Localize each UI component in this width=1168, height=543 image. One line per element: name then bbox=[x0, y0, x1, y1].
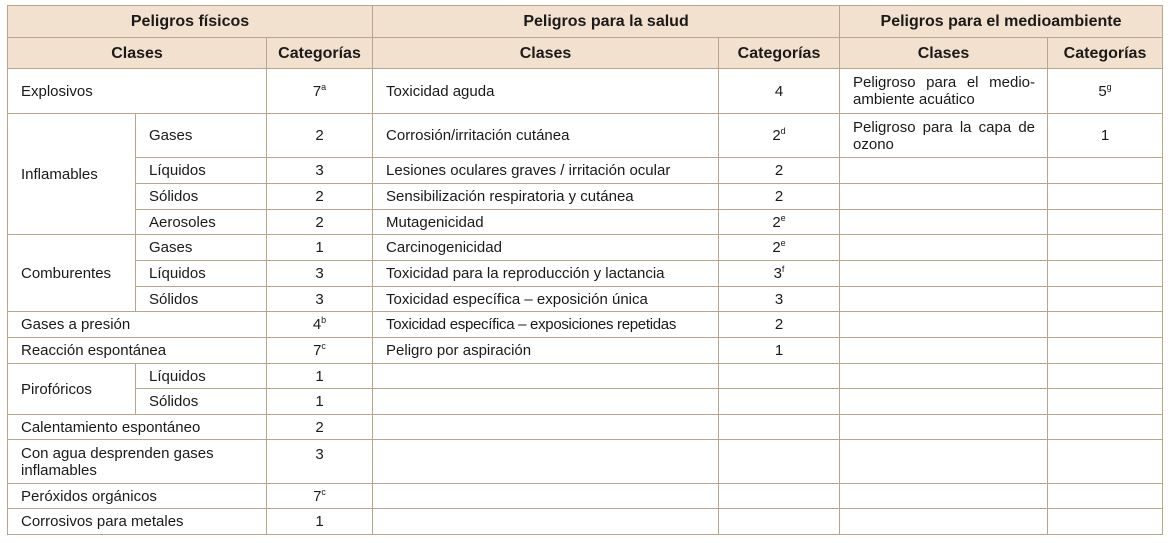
subclass-liquidos: Líquidos bbox=[136, 261, 267, 287]
table-row bbox=[8, 484, 1163, 509]
empty-cell bbox=[1048, 364, 1163, 389]
empty-cell bbox=[1048, 338, 1163, 364]
category-value: 1 bbox=[267, 235, 373, 261]
health-category: 3 bbox=[719, 287, 840, 312]
footnote-mark: e bbox=[780, 238, 786, 248]
empty-cell bbox=[373, 364, 719, 389]
subclass-solidos: Sólidos bbox=[136, 389, 267, 415]
class-agua: Con agua desprenden gases inflamables bbox=[8, 440, 267, 484]
empty-cell bbox=[1048, 389, 1163, 415]
footnote-mark: g bbox=[1106, 81, 1112, 92]
health-category: 2 bbox=[719, 158, 840, 184]
empty-cell bbox=[1048, 210, 1163, 235]
table-row bbox=[8, 184, 1163, 210]
empty-cell bbox=[719, 509, 840, 535]
empty-cell bbox=[840, 484, 1048, 509]
footnote-mark: b bbox=[321, 315, 327, 325]
health-category: 2e bbox=[719, 210, 840, 235]
health-class: Toxicidad específica – exposición única bbox=[373, 287, 719, 312]
subclass-gases: Gases bbox=[136, 235, 267, 261]
empty-cell bbox=[719, 364, 840, 389]
category-value: 3 bbox=[267, 287, 373, 312]
category-value: 2 bbox=[267, 114, 373, 158]
hazard-classification-table bbox=[7, 5, 1163, 535]
empty-cell bbox=[840, 235, 1048, 261]
health-category: 2 bbox=[719, 312, 840, 338]
subclass-gases: Gases bbox=[136, 114, 267, 158]
table-row bbox=[8, 210, 1163, 235]
footnote-mark: f bbox=[781, 264, 785, 274]
table-row bbox=[8, 287, 1163, 312]
subclass-aerosoles: Aerosoles bbox=[136, 210, 267, 235]
category-value: 7$^c$ bbox=[267, 338, 373, 364]
footnote-mark: d bbox=[780, 126, 786, 136]
table-row bbox=[8, 261, 1163, 287]
class-peroxidos: Peróxidos orgánicos bbox=[8, 484, 267, 509]
environment-class: Peligroso para el medio-ambiente acuático bbox=[840, 69, 1048, 114]
empty-cell bbox=[1048, 415, 1163, 440]
empty-cell bbox=[719, 484, 840, 509]
environment-hazards-header: Peligros para el medioambiente bbox=[840, 6, 1163, 38]
empty-cell bbox=[373, 440, 719, 484]
class-corrosivos: Corrosivos para metales bbox=[8, 509, 267, 535]
empty-cell bbox=[373, 389, 719, 415]
health-hazards-header: Peligros para la salud bbox=[373, 6, 840, 38]
empty-cell bbox=[719, 389, 840, 415]
physical-classes-header: Clases bbox=[8, 38, 267, 69]
health-class: Sensibilización respiratoria y cutánea bbox=[373, 184, 719, 210]
table-row bbox=[8, 338, 1163, 364]
empty-cell bbox=[840, 389, 1048, 415]
class-explosivos: Explosivos bbox=[8, 69, 267, 114]
empty-cell bbox=[719, 440, 840, 484]
table-row bbox=[8, 415, 1163, 440]
category-value: 7$^c$ bbox=[267, 484, 373, 509]
subclass-solidos: Sólidos bbox=[136, 287, 267, 312]
table-row bbox=[8, 235, 1163, 261]
empty-cell bbox=[840, 509, 1048, 535]
health-class: Peligro por aspiración bbox=[373, 338, 719, 364]
class-calentamiento: Calentamiento espontáneo bbox=[8, 415, 267, 440]
empty-cell bbox=[373, 509, 719, 535]
health-category: 2 bbox=[719, 184, 840, 210]
physical-categories-header: Categorías bbox=[267, 38, 373, 69]
empty-cell bbox=[373, 415, 719, 440]
empty-cell bbox=[840, 338, 1048, 364]
environment-category: 5$^g$ bbox=[1048, 69, 1163, 114]
health-class: Lesiones oculares graves / irritación ocular bbox=[373, 158, 719, 184]
footnote-mark: c bbox=[321, 486, 326, 497]
health-category: 1 bbox=[719, 338, 840, 364]
footnote-mark: e bbox=[780, 212, 786, 223]
health-category: 2e bbox=[719, 235, 840, 261]
category-value: 2 bbox=[267, 210, 373, 235]
category-value: 4$^b$ bbox=[267, 312, 373, 338]
empty-cell bbox=[719, 415, 840, 440]
subclass-solidos: Sólidos bbox=[136, 184, 267, 210]
empty-cell bbox=[840, 287, 1048, 312]
table-row bbox=[8, 440, 1163, 484]
category-value: 1 bbox=[267, 389, 373, 415]
health-category: 2$^d$ bbox=[719, 114, 840, 158]
empty-cell bbox=[1048, 509, 1163, 535]
empty-cell bbox=[840, 158, 1048, 184]
empty-cell bbox=[840, 210, 1048, 235]
empty-cell bbox=[840, 312, 1048, 338]
subclass-liquidos: Líquidos bbox=[136, 364, 267, 389]
class-gases-presion: Gases a presión bbox=[8, 312, 267, 338]
category-value: 2 bbox=[267, 415, 373, 440]
empty-cell bbox=[1048, 261, 1163, 287]
table-row bbox=[8, 364, 1163, 389]
class-inflamables: Inflamables bbox=[8, 114, 136, 235]
class-reaccion: Reacción espontánea bbox=[8, 338, 267, 364]
empty-cell bbox=[1048, 235, 1163, 261]
health-category: 3$^f$ bbox=[719, 261, 840, 287]
health-class: Corrosión/irritación cutánea bbox=[373, 114, 719, 158]
table-row bbox=[8, 509, 1163, 535]
health-class: Toxicidad específica – exposiciones repetidas bbox=[373, 312, 719, 338]
empty-cell bbox=[1048, 184, 1163, 210]
environment-categories-header: Categorías bbox=[1048, 38, 1163, 69]
category-value: 3 bbox=[267, 158, 373, 184]
empty-cell bbox=[1048, 158, 1163, 184]
subclass-liquidos: Líquidos bbox=[136, 158, 267, 184]
empty-cell bbox=[1048, 440, 1163, 484]
environment-classes-header: Clases bbox=[840, 38, 1048, 69]
category-value: 1 bbox=[267, 509, 373, 535]
health-categories-header: Categorías bbox=[719, 38, 840, 69]
category-value: 2 bbox=[267, 184, 373, 210]
table-row bbox=[8, 389, 1163, 415]
physical-hazards-header: Peligros físicos bbox=[8, 6, 373, 38]
category-explosivos: 7$^a$ bbox=[267, 69, 373, 114]
category-value: 3 bbox=[267, 440, 373, 484]
health-classes-header: Clases bbox=[373, 38, 719, 69]
table-row bbox=[8, 69, 1163, 114]
empty-cell bbox=[840, 415, 1048, 440]
table-row bbox=[8, 114, 1163, 158]
class-piroforicos: Pirofóricos bbox=[8, 364, 136, 415]
footnote-mark: c bbox=[321, 341, 326, 351]
health-class: Toxicidad aguda bbox=[373, 69, 719, 114]
class-comburentes: Comburentes bbox=[8, 235, 136, 312]
health-class: Toxicidad para la reproducción y lactancia bbox=[373, 261, 719, 287]
environment-class: Peligroso para la capa de ozono bbox=[840, 114, 1048, 158]
table-row bbox=[8, 312, 1163, 338]
empty-cell bbox=[840, 364, 1048, 389]
category-value: 3 bbox=[267, 261, 373, 287]
empty-cell bbox=[373, 484, 719, 509]
empty-cell bbox=[1048, 312, 1163, 338]
empty-cell bbox=[1048, 287, 1163, 312]
category-value: 1 bbox=[267, 364, 373, 389]
environment-category: 1 bbox=[1048, 114, 1163, 158]
table-row bbox=[8, 158, 1163, 184]
empty-cell bbox=[1048, 484, 1163, 509]
footnote-mark: a bbox=[321, 81, 327, 92]
health-category: 4 bbox=[719, 69, 840, 114]
empty-cell bbox=[840, 261, 1048, 287]
health-class: Carcinogenicidad bbox=[373, 235, 719, 261]
health-class: Mutagenicidad bbox=[373, 210, 719, 235]
empty-cell bbox=[840, 184, 1048, 210]
empty-cell bbox=[840, 440, 1048, 484]
